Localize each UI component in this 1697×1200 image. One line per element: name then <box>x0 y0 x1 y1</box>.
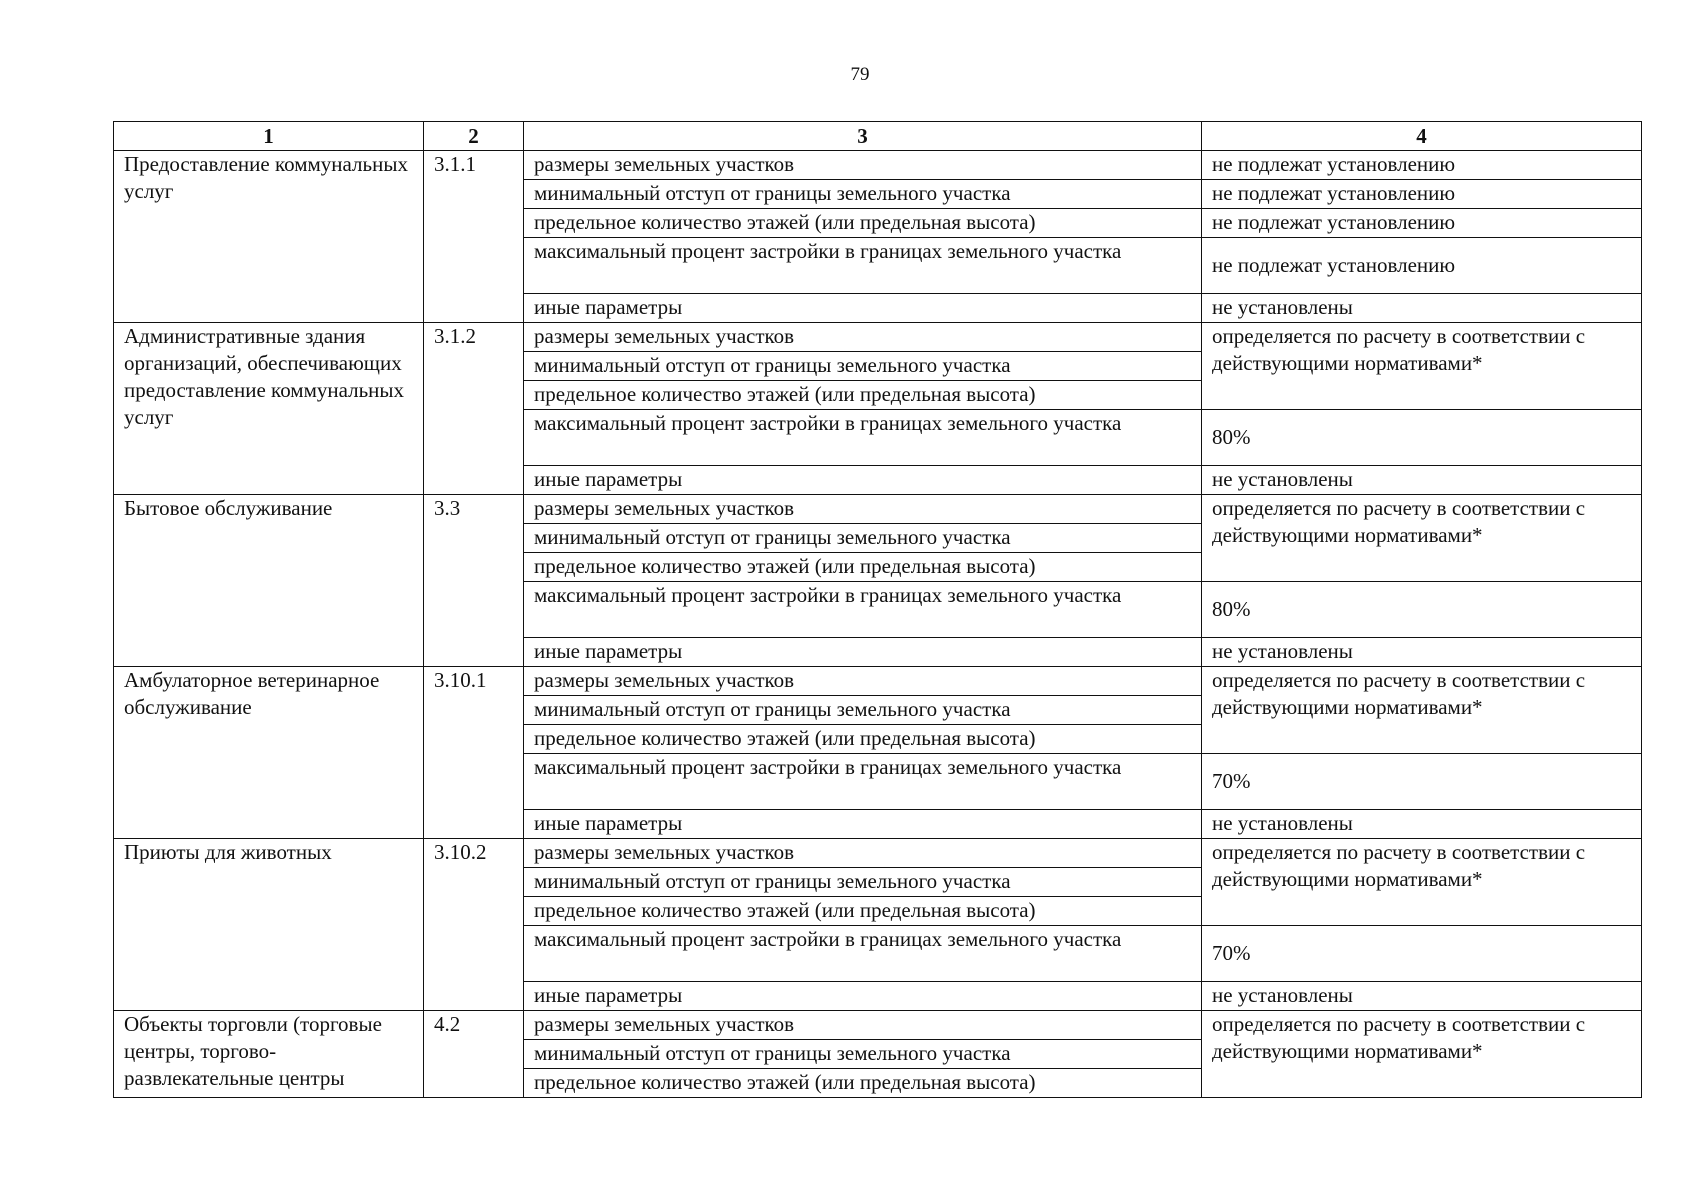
use-type-name: Предоставление коммунальных услуг <box>114 151 424 323</box>
table-row <box>114 667 1642 696</box>
use-type-code: 3.3 <box>424 495 524 667</box>
parameter-name: размеры земельных участков <box>524 495 1202 524</box>
parameter-value: не подлежат установлению <box>1202 180 1642 209</box>
parameter-value: не подлежат установлению <box>1202 209 1642 238</box>
parameter-name: минимальный отступ от границы земельного участка <box>524 868 1202 897</box>
use-type-code: 3.1.1 <box>424 151 524 323</box>
use-type-code: 3.1.2 <box>424 323 524 495</box>
parameter-value: определяется по расчету в соответствии с действующими нормативами* <box>1202 323 1642 410</box>
parameter-value: 80% <box>1202 410 1642 466</box>
parameter-value: определяется по расчету в соответствии с действующими нормативами* <box>1202 1011 1642 1098</box>
use-type-code: 4.2 <box>424 1011 524 1098</box>
header-row <box>114 122 1642 151</box>
use-type-name: Административные здания организаций, обеспечивающих предоставление коммунальных услуг <box>114 323 424 495</box>
parameter-name: размеры земельных участков <box>524 839 1202 868</box>
header-col-1: 1 <box>114 122 424 151</box>
parameter-name: размеры земельных участков <box>524 323 1202 352</box>
parameter-value: 70% <box>1202 754 1642 810</box>
parameter-value: не подлежат установлению <box>1202 238 1642 294</box>
parameter-name: размеры земельных участков <box>524 1011 1202 1040</box>
regulations-table <box>113 121 1642 1098</box>
parameter-value: определяется по расчету в соответствии с действующими нормативами* <box>1202 839 1642 926</box>
parameter-name: минимальный отступ от границы земельного участка <box>524 524 1202 553</box>
parameter-name: размеры земельных участков <box>524 151 1202 180</box>
parameter-name: предельное количество этажей (или предельная высота) <box>524 897 1202 926</box>
parameter-value: не подлежат установлению <box>1202 151 1642 180</box>
parameter-name: максимальный процент застройки в границах земельного участка <box>524 582 1202 638</box>
parameter-name: иные параметры <box>524 982 1202 1011</box>
use-type-code: 3.10.2 <box>424 839 524 1011</box>
table-row <box>114 839 1642 868</box>
parameter-value: не установлены <box>1202 638 1642 667</box>
parameter-value: 80% <box>1202 582 1642 638</box>
table-row <box>114 1011 1642 1040</box>
use-type-name: Объекты торговли (торговые центры, торгово-развлекательные центры <box>114 1011 424 1098</box>
parameter-value: не установлены <box>1202 982 1642 1011</box>
parameter-name: иные параметры <box>524 638 1202 667</box>
parameter-value: 70% <box>1202 926 1642 982</box>
parameter-name: размеры земельных участков <box>524 667 1202 696</box>
use-type-name: Приюты для животных <box>114 839 424 1011</box>
parameter-name: иные параметры <box>524 294 1202 323</box>
parameter-name: минимальный отступ от границы земельного участка <box>524 696 1202 725</box>
parameter-name: максимальный процент застройки в границах земельного участка <box>524 410 1202 466</box>
parameter-name: минимальный отступ от границы земельного участка <box>524 1040 1202 1069</box>
parameter-value: определяется по расчету в соответствии с действующими нормативами* <box>1202 495 1642 582</box>
parameter-name: минимальный отступ от границы земельного участка <box>524 352 1202 381</box>
header-col-4: 4 <box>1202 122 1642 151</box>
table-row <box>114 151 1642 180</box>
use-type-code: 3.10.1 <box>424 667 524 839</box>
parameter-name: иные параметры <box>524 466 1202 495</box>
parameter-name: максимальный процент застройки в границах земельного участка <box>524 238 1202 294</box>
parameter-name: предельное количество этажей (или предельная высота) <box>524 1069 1202 1098</box>
parameter-value: определяется по расчету в соответствии с действующими нормативами* <box>1202 667 1642 754</box>
parameter-value: не установлены <box>1202 810 1642 839</box>
header-col-3: 3 <box>524 122 1202 151</box>
parameter-name: предельное количество этажей (или предельная высота) <box>524 553 1202 582</box>
table-row <box>114 495 1642 524</box>
parameter-name: иные параметры <box>524 810 1202 839</box>
parameter-name: минимальный отступ от границы земельного участка <box>524 180 1202 209</box>
parameter-value: не установлены <box>1202 294 1642 323</box>
use-type-name: Бытовое обслуживание <box>114 495 424 667</box>
table-row <box>114 323 1642 352</box>
parameter-name: максимальный процент застройки в границах земельного участка <box>524 754 1202 810</box>
parameter-name: предельное количество этажей (или предельная высота) <box>524 209 1202 238</box>
use-type-name: Амбулаторное ветеринарное обслуживание <box>114 667 424 839</box>
parameter-name: предельное количество этажей (или предельная высота) <box>524 725 1202 754</box>
parameter-name: максимальный процент застройки в границах земельного участка <box>524 926 1202 982</box>
parameter-name: предельное количество этажей (или предельная высота) <box>524 381 1202 410</box>
page-number: 79 <box>850 64 870 85</box>
parameter-value: не установлены <box>1202 466 1642 495</box>
header-col-2: 2 <box>424 122 524 151</box>
